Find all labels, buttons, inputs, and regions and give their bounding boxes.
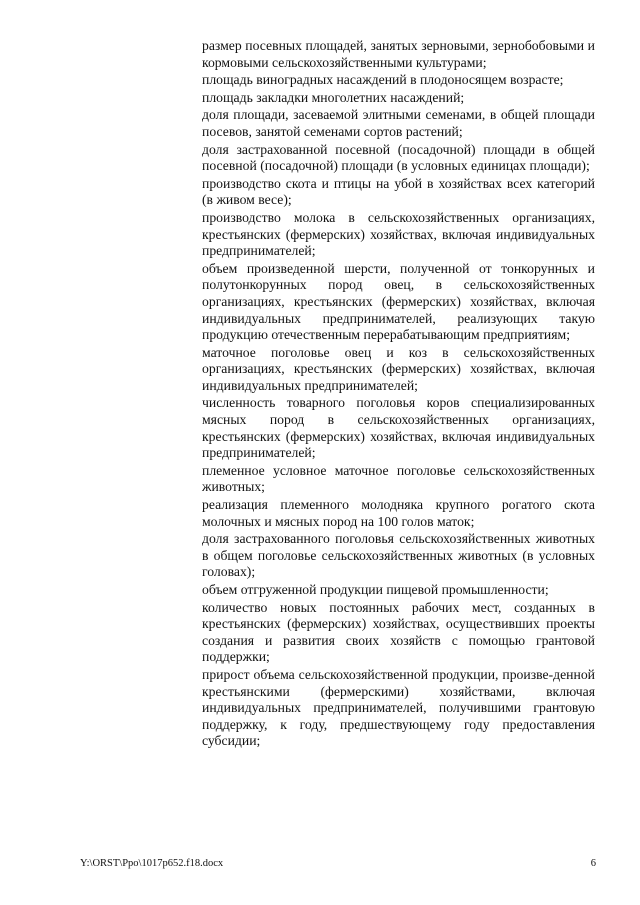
page-footer (80, 856, 596, 872)
footer-file-path: Y:\ORST\Ppo\1017p652.f18.docx (80, 858, 224, 869)
list-item: площадь закладки многолетних насаждений; (202, 89, 465, 105)
list-item: объем произведенной шерсти, полученной от тонкорунных и полутонкорунных пород овец, в сельскохозяйственных организациях, крестьянских (фермерских) хозяйствах, включая индивидуальных предпринимателей, реализующих такую продукцию отечественным перерабатывающим предприятиям; (202, 260, 595, 343)
list-item: доля застрахованной посевной (посадочной) площади в общей посевной (посадочной) площади (в условных единицах площади); (202, 141, 595, 174)
document-body (202, 38, 595, 751)
list-item: реализация племенного молодняка крупного рогатого скота молочных и мясных пород на 100 голов маток; (202, 497, 595, 529)
list-item: количество новых постоянных рабочих мест, созданных в крестьянских (фермерских) хозяйствах, осуществивших проекты создания и развития своих хозяйств с помощью грантовой поддержки; (202, 599, 595, 665)
list-item: размер посевных площадей, занятых зерновыми, зернобобовыми и кормовыми сельскохозяйственными культурами; (202, 38, 595, 70)
list-item: доля площади, засеваемой элитными семенами, в общей площади посевов, занятой семенами сортов растений; (202, 107, 595, 139)
list-item: производство молока в сельскохозяйственных организациях, крестьянских (фермерских) хозяйствах, включая индивидуальных предпринимателей; (202, 209, 595, 259)
list-item: объем отгруженной продукции пищевой промышленности; (202, 582, 549, 597)
list-item: площадь виноградных насаждений в плодоносящем возрасте; (202, 72, 564, 88)
list-item: доля застрахованного поголовья сельскохозяйственных животных в общем поголовье сельскохозяйственных животных (в условных головах); (202, 531, 595, 580)
list-item: производство скота и птицы на убой в хозяйствах всех категорий (в живом весе); (202, 175, 595, 208)
list-item: численность товарного поголовья коров специализированных мясных пород в сельскохозяйственных организациях, крестьянских (фермерских) хозяйствах, включая индивидуальных предпринимателей; (202, 395, 595, 461)
list-item: прирост объема сельскохозяйственной продукции, произве-денной крестьянскими (фермерскими) хозяйствами, включая индивидуальных предпринимателей, получившими грантовую поддержку, к году, предшествующему году предоставления субсидии; (202, 666, 595, 749)
page-number: 6 (590, 858, 596, 869)
list-item: маточное поголовье овец и коз в сельскохозяйственных организациях, крестьянских (фермерских) хозяйствах, включая индивидуальных предпринимателей; (202, 344, 595, 393)
list-item: племенное условное маточное поголовье сельскохозяйственных животных; (202, 462, 595, 495)
